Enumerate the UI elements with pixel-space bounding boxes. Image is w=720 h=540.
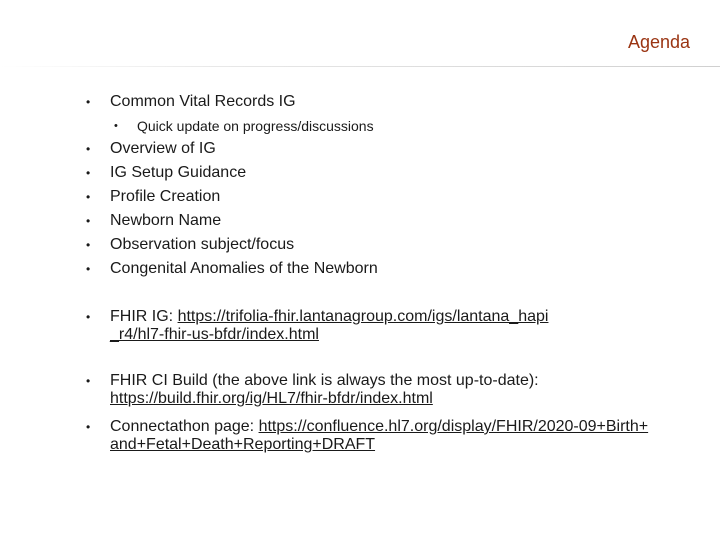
fhir-ci-build-link[interactable]: https://build.fhir.org/ig/HL7/fhir-bfdr/index.html [110, 390, 433, 407]
link-prefix: Connectathon page: [110, 418, 259, 435]
list-item-text: Overview of IG [110, 140, 216, 157]
bullet-icon: • [86, 262, 91, 276]
link-item-text [110, 308, 550, 344]
bullet-icon: • [86, 374, 91, 388]
list-item-text: Common Vital Records IG [110, 93, 296, 110]
link-item-text [110, 418, 650, 454]
link-item-text [110, 372, 610, 408]
list-item-text: Newborn Name [110, 212, 222, 229]
bullet-icon: • [86, 238, 91, 252]
bullet-icon: • [86, 166, 91, 180]
bullet-icon: • [86, 310, 91, 324]
bullet-icon: • [114, 120, 118, 132]
connectathon-link[interactable]: https://confluence.hl7.org/display/FHIR/2020-09+Birth+and+Fetal+Death+Reporting+DRAFT [110, 418, 649, 453]
bullet-icon: • [86, 214, 91, 228]
link-prefix: FHIR IG: [110, 308, 178, 325]
link-prefix: FHIR CI Build (the above link is always the most up-to-date): [110, 372, 539, 389]
title-divider [0, 66, 720, 67]
list-item-text: Observation subject/focus [110, 236, 295, 253]
bullet-icon: • [86, 190, 91, 204]
bullet-icon: • [86, 420, 91, 434]
list-item-text: Congenital Anomalies of the Newborn [110, 260, 378, 277]
list-item-text: Profile Creation [110, 188, 221, 205]
bullet-icon: • [86, 95, 91, 109]
list-item-text: Quick update on progress/discussions [137, 118, 374, 134]
bullet-icon: • [86, 142, 91, 156]
list-item-text: IG Setup Guidance [110, 164, 247, 181]
fhir-ig-link[interactable]: https://trifolia-fhir.lantanagroup.com/igs/lantana_hapi_r4/hl7-fhir-us-bfdr/index.html [110, 308, 549, 343]
slide-title: Agenda [627, 32, 690, 52]
